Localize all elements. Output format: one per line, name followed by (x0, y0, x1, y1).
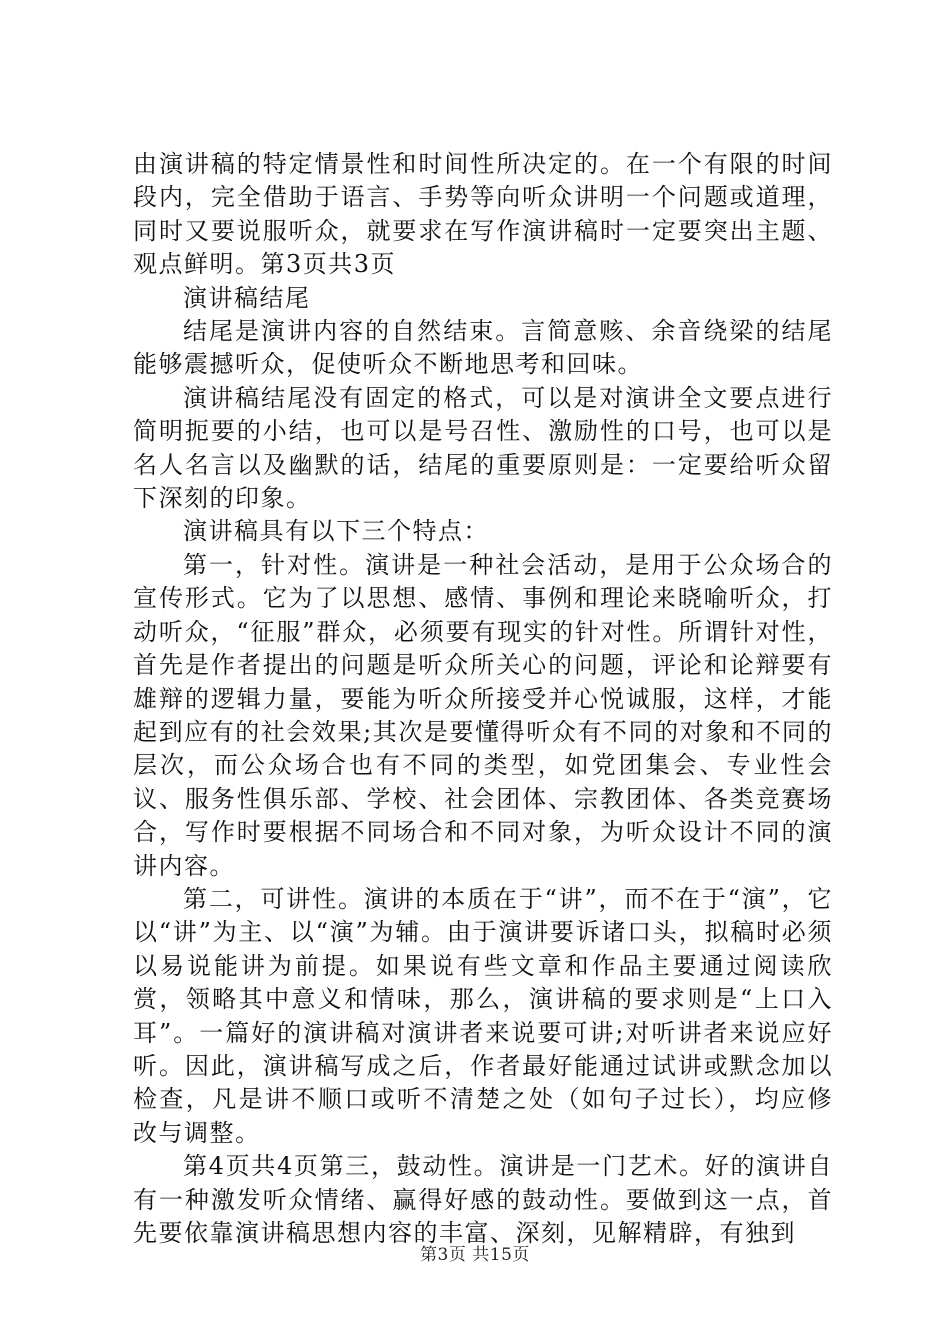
document-body (133, 148, 833, 1250)
page-footer: 第3页 共15页 (420, 1245, 530, 1265)
paragraph-feature-speakable: 第二，可讲性。演讲的本质在于“讲”，而不在于“演”，它以“讲”为主、以“演”为辅。由于演讲要诉诸口头，拟稿时必须以易说能讲为前提。如果说有些文章和作品主要通过阅读欣赏，领略其中意义和情味，那么，演讲稿的要求则是“上口入耳”。一篇好的演讲稿对演讲者来说要可讲;对听讲者来说应好听。因此，演讲稿写成之后，作者最好能通过试讲或默念加以检查，凡是讲不顺口或听不清楚之处（如句子过长），均应修改与调整。 (133, 884, 833, 1147)
paragraph-ending-definition: 结尾是演讲内容的自然结束。言简意赅、余音绕梁的结尾能够震撼听众，促使听众不断地思考和回味。 (133, 317, 833, 379)
paragraph-continued: 由演讲稿的特定情景性和时间性所决定的。在一个有限的时间段内，完全借助于语言、手势等向听众讲明一个问题或道理，同时又要说服听众，就要求在写作演讲稿时一定要突出主题、观点鲜明。第3页共3页 (133, 150, 833, 279)
section-heading-speech-ending: 演讲稿结尾 (183, 283, 311, 312)
paragraph-ending-format: 演讲稿结尾没有固定的格式，可以是对演讲全文要点进行简明扼要的小结，也可以是号召性、激励性的口号，也可以是名人名言以及幽默的话，结尾的重要原则是：一定要给听众留下深刻的印象。 (133, 383, 833, 513)
paragraph-feature-targeted: 第一，针对性。演讲是一种社会活动，是用于公众场合的宣传形式。它为了以思想、感情、事例和理论来晓喻听众，打动听众，“征服”群众，必须要有现实的针对性。所谓针对性，首先是作者提出的问题是听众所关心的问题，评论和论辩要有雄辩的逻辑力量，要能为听众所接受并心悦诚服，这样，才能起到应有的社会效果;其次是要懂得听众有不同的对象和不同的层次，而公众场合也有不同的类型，如党团集会、专业性会议、服务性俱乐部、学校、社会团体、宗教团体、各类竞赛场合，写作时要根据不同场合和不同对象，为听众设计不同的演讲内容。 (133, 550, 833, 880)
paragraph-feature-inspiring: 第4页共4页第三，鼓动性。演讲是一门艺术。好的演讲自有一种激发听众情绪、赢得好感的鼓动性。要做到这一点，首先要依靠演讲稿思想内容的丰富、深刻，见解精辟，有独到 (133, 1152, 833, 1247)
paragraph-three-features-intro: 演讲稿具有以下三个特点： (183, 517, 489, 546)
